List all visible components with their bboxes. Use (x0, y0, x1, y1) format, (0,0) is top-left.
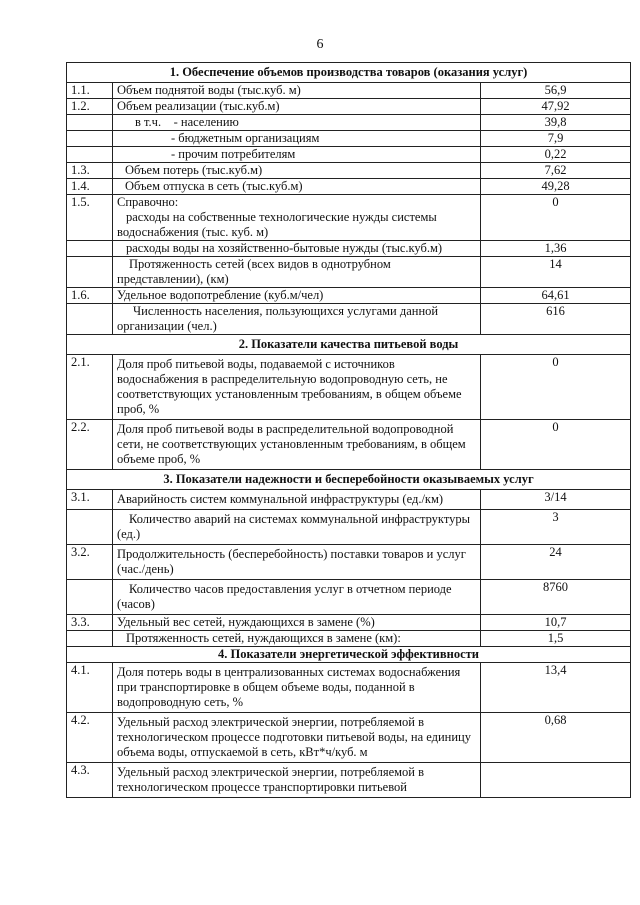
row-value: 8760 (481, 580, 631, 615)
table-row (67, 615, 631, 631)
table-row (67, 195, 631, 241)
row-label: Количество часов предоставления услуг в отчетном периоде (часов) (113, 580, 481, 615)
row-value: 7,9 (481, 131, 631, 147)
section-header-2 (67, 335, 631, 355)
row-number: 2.2. (67, 420, 113, 470)
row-heading: Справочно: (117, 195, 179, 209)
table-row (67, 763, 631, 798)
row-value: 49,28 (481, 179, 631, 195)
table-row (67, 580, 631, 615)
row-label: Протяженность сетей (всех видов в однотрубном представлении), (км) (113, 257, 481, 288)
row-value: 10,7 (481, 615, 631, 631)
row-value: 7,62 (481, 163, 631, 179)
row-number-empty (67, 147, 113, 163)
table-row (67, 147, 631, 163)
row-number-empty (67, 241, 113, 257)
row-value: 13,4 (481, 663, 631, 713)
row-value: 3/14 (481, 490, 631, 510)
row-value: 0 (481, 420, 631, 470)
table-row (67, 631, 631, 647)
row-number: 3.2. (67, 545, 113, 580)
table-row (67, 304, 631, 335)
row-number: 4.1. (67, 663, 113, 713)
row-number-empty (67, 131, 113, 147)
section-title: 2. Показатели качества питьевой воды (67, 335, 631, 355)
row-number: 1.1. (67, 83, 113, 99)
table-row (67, 241, 631, 257)
table-row (67, 545, 631, 580)
row-label: Доля потерь воды в централизованных системах водоснабжения при транспортировке в общем объеме воды, поданной в водопроводную сеть, % (113, 663, 481, 713)
row-label: - бюджетным организациям (113, 131, 481, 147)
row-number: 3.1. (67, 490, 113, 510)
row-number-empty (67, 304, 113, 335)
section-header-4 (67, 647, 631, 663)
row-label: Объем отпуска в сеть (тыс.куб.м) (113, 179, 481, 195)
row-number-empty (67, 631, 113, 647)
section-title: 4. Показатели энергетической эффективности (67, 647, 631, 663)
row-label: Удельный расход электрической энергии, потребляемой в технологическом процессе транспортировки питьевой (113, 763, 481, 798)
row-number: 1.5. (67, 195, 113, 241)
row-value: 64,61 (481, 288, 631, 304)
table-row (67, 713, 631, 763)
row-label: Продолжительность (бесперебойность) поставки товаров и услуг (час./день) (113, 545, 481, 580)
section-title: 3. Показатели надежности и бесперебойности оказываемых услуг (67, 470, 631, 490)
table-row (67, 663, 631, 713)
row-value: 47,92 (481, 99, 631, 115)
row-label: Удельный расход электрической энергии, потребляемой в технологическом процессе подготовки питьевой воды, на единицу объема воды, отпускаемой в сеть, кВт*ч/куб. м (113, 713, 481, 763)
row-number: 4.2. (67, 713, 113, 763)
table-row (67, 490, 631, 510)
row-label: Объем реализации (тыс.куб.м) (113, 99, 481, 115)
row-label: Объем потерь (тыс.куб.м) (113, 163, 481, 179)
row-value: 1,5 (481, 631, 631, 647)
row-label: Объем поднятой воды (тыс.куб. м) (113, 83, 481, 99)
row-number-empty (67, 580, 113, 615)
row-value (481, 763, 631, 798)
row-number: 1.6. (67, 288, 113, 304)
section-header-1 (67, 63, 631, 83)
row-value: 39,8 (481, 115, 631, 131)
row-number-empty (67, 510, 113, 545)
table-row (67, 510, 631, 545)
row-number-empty (67, 115, 113, 131)
section-title: 1. Обеспечение объемов производства товаров (оказания услуг) (67, 63, 631, 83)
row-label: Доля проб питьевой воды в распределительной водопроводной сети, не соответствующих установленным требованиям, в общем объеме проб, % (113, 420, 481, 470)
row-value: 14 (481, 257, 631, 288)
page-number: 6 (316, 37, 324, 52)
row-number: 3.3. (67, 615, 113, 631)
row-number: 2.1. (67, 355, 113, 420)
row-label-group (113, 195, 481, 241)
section-header-3 (67, 470, 631, 490)
table-row (67, 179, 631, 195)
row-number-empty (67, 257, 113, 288)
table-row (67, 288, 631, 304)
row-value: 616 (481, 304, 631, 335)
table-row (67, 83, 631, 99)
row-label: Количество аварий на системах коммунальной инфраструктуры (ед.) (113, 510, 481, 545)
row-value: 1,36 (481, 241, 631, 257)
row-value: 0,22 (481, 147, 631, 163)
row-label: Удельный вес сетей, нуждающихся в замене (%) (113, 615, 481, 631)
row-value: 3 (481, 510, 631, 545)
row-number: 1.3. (67, 163, 113, 179)
table-row (67, 257, 631, 288)
row-label: Численность населения, пользующихся услугами данной организации (чел.) (113, 304, 481, 335)
row-number: 1.4. (67, 179, 113, 195)
row-label: Протяженность сетей, нуждающихся в замене (км): (113, 631, 481, 647)
table-row (67, 115, 631, 131)
table-row (67, 99, 631, 115)
row-label: Аварийность систем коммунальной инфраструктуры (ед./км) (113, 490, 481, 510)
table-row (67, 131, 631, 147)
row-value: 56,9 (481, 83, 631, 99)
row-label: Доля проб питьевой воды, подаваемой с источников водоснабжения в распределительную водопроводную сеть, не соответствующих установленным требованиям, в общем объеме проб, % (113, 355, 481, 420)
row-label: - прочим потребителям (113, 147, 481, 163)
row-value: 0,68 (481, 713, 631, 763)
row-label: расходы на собственные технологические нужды системы водоснабжения (тыс. куб. м) (117, 210, 437, 239)
row-label: Удельное водопотребление (куб.м/чел) (113, 288, 481, 304)
table-row (67, 420, 631, 470)
table-row (67, 163, 631, 179)
row-value: 0 (481, 195, 631, 241)
row-label: в т.ч. - населению (113, 115, 481, 131)
table-row (67, 355, 631, 420)
indicators-table (66, 62, 631, 798)
row-number: 1.2. (67, 99, 113, 115)
row-value: 24 (481, 545, 631, 580)
row-label: расходы воды на хозяйственно-бытовые нужды (тыс.куб.м) (113, 241, 481, 257)
row-value: 0 (481, 355, 631, 420)
row-number: 4.3. (67, 763, 113, 798)
